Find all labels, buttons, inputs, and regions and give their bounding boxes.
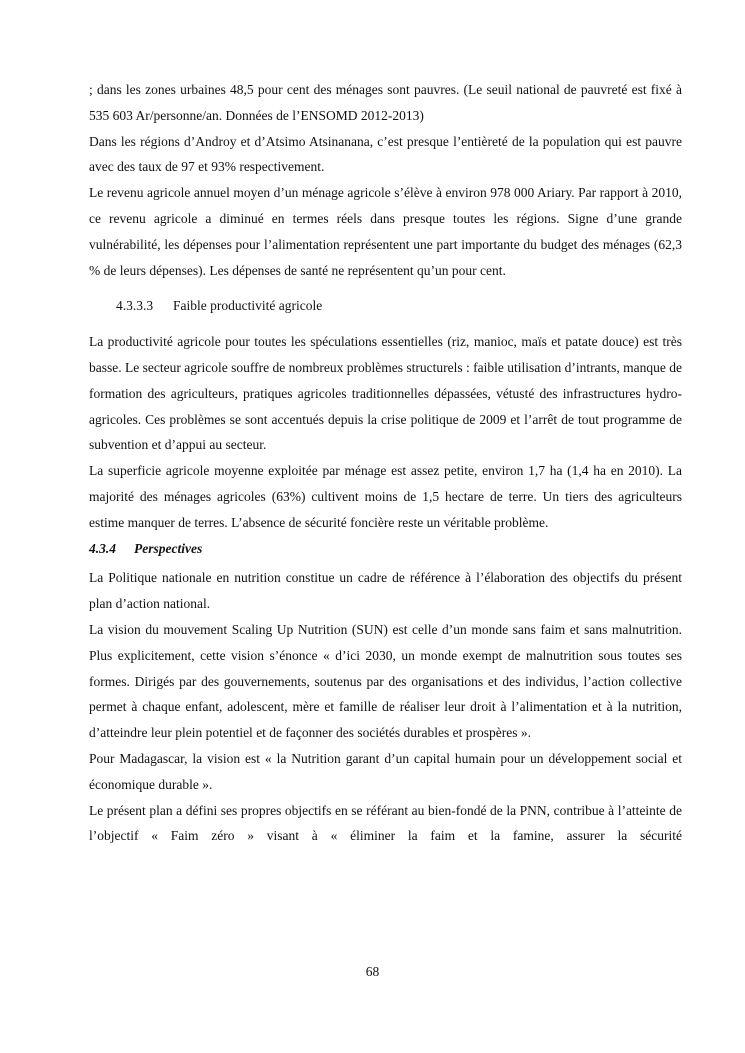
section-title: Perspectives (134, 540, 203, 556)
paragraph-agricultural-productivity: La productivité agricole pour toutes les spéculations essentielles (riz, manioc, maïs et patate douce) est très basse. Le secteur agricole souffre de nombreux problèmes structurels : faible utilisation d’intrants, manque de formation des agriculteurs, pratiques agricoles traditionnelles dépassées, vétusté des infrastructures hydro-agricoles. Ces problèmes se sont accentués depuis la crise politique de 2009 et l’arrêt de tout programme de subvention et d’appui au secteur. (89, 334, 682, 453)
paragraph-national-policy: La Politique nationale en nutrition constitue un cadre de référence à l’élaboration des objectifs du présent plan d’action national. (89, 570, 682, 612)
paragraph-plan-objectives: Le présent plan a défini ses propres objectifs en se référant au bien-fondé de la PNN, contribue à l’atteinte de l’objectif « Faim zéro » visant à « éliminer la faim et la famine, assurer la sécurité (89, 802, 682, 844)
section-number: 4.3.4 (89, 540, 116, 556)
page-number: 68 (365, 964, 380, 979)
section-heading-434 (89, 536, 682, 562)
subsection-heading-4333 (116, 293, 682, 319)
paragraph-agricultural-income: Le revenu agricole annuel moyen d’un ménage agricole s’élève à environ 978 000 Ariary. Par rapport à 2010, ce revenu agricole a diminué en termes réels dans presque toutes les régions. Signe d’une grande vulnérabilité, les dépenses pour l’alimentation représentent une part importante du budget des ménages (62,3 % de leurs dépenses). Les dépenses de santé ne représentent qu’un pour cent. (89, 185, 682, 278)
subsection-number: 4.3.3.3 (116, 298, 154, 314)
paragraph-poverty-urban: ; dans les zones urbaines 48,5 pour cent des ménages sont pauvres. (Le seuil national de pauvreté est fixé à 535 603 Ar/personne/an. Données de l’ENSOMD 2012-2013) (89, 82, 682, 123)
subsection-title: Faible productivité agricole (173, 298, 323, 314)
paragraph-agricultural-area: La superficie agricole moyenne exploitée par ménage est assez petite, environ 1,7 ha (1,4 ha en 2010). La majorité des ménages agricoles (63%) cultivent moins de 1,5 hectare de terre. Un tiers des agriculteurs estime manquer de terres. L’absence de sécurité foncière reste un véritable problème. (89, 463, 682, 530)
paragraph-poverty-regions: Dans les régions d’Androy et d’Atsimo Atsinanana, c’est presque l’entièreté de la population qui est pauvre avec des taux de 97 et 93% respectivement. (89, 133, 682, 175)
paragraph-madagascar-vision: Pour Madagascar, la vision est « la Nutrition garant d’un capital humain pour un développement social et économique durable ». (89, 750, 682, 792)
paragraph-sun-vision: La vision du mouvement Scaling Up Nutrition (SUN) est celle d’un monde sans faim et sans malnutrition. Plus explicitement, cette vision s’énonce « d’ici 2030, un monde exempt de malnutrition sous toutes ses formes. Dirigés par des gouvernements, soutenus par des organisations et des individus, l’action collective permet à chaque enfant, adolescent, mère et famille de réaliser leur droit à l’alimentation et à la nutrition, d’atteindre leur plein potentiel et de façonner des sociétés durables et prospères ». (89, 621, 682, 741)
document-page (89, 77, 682, 849)
